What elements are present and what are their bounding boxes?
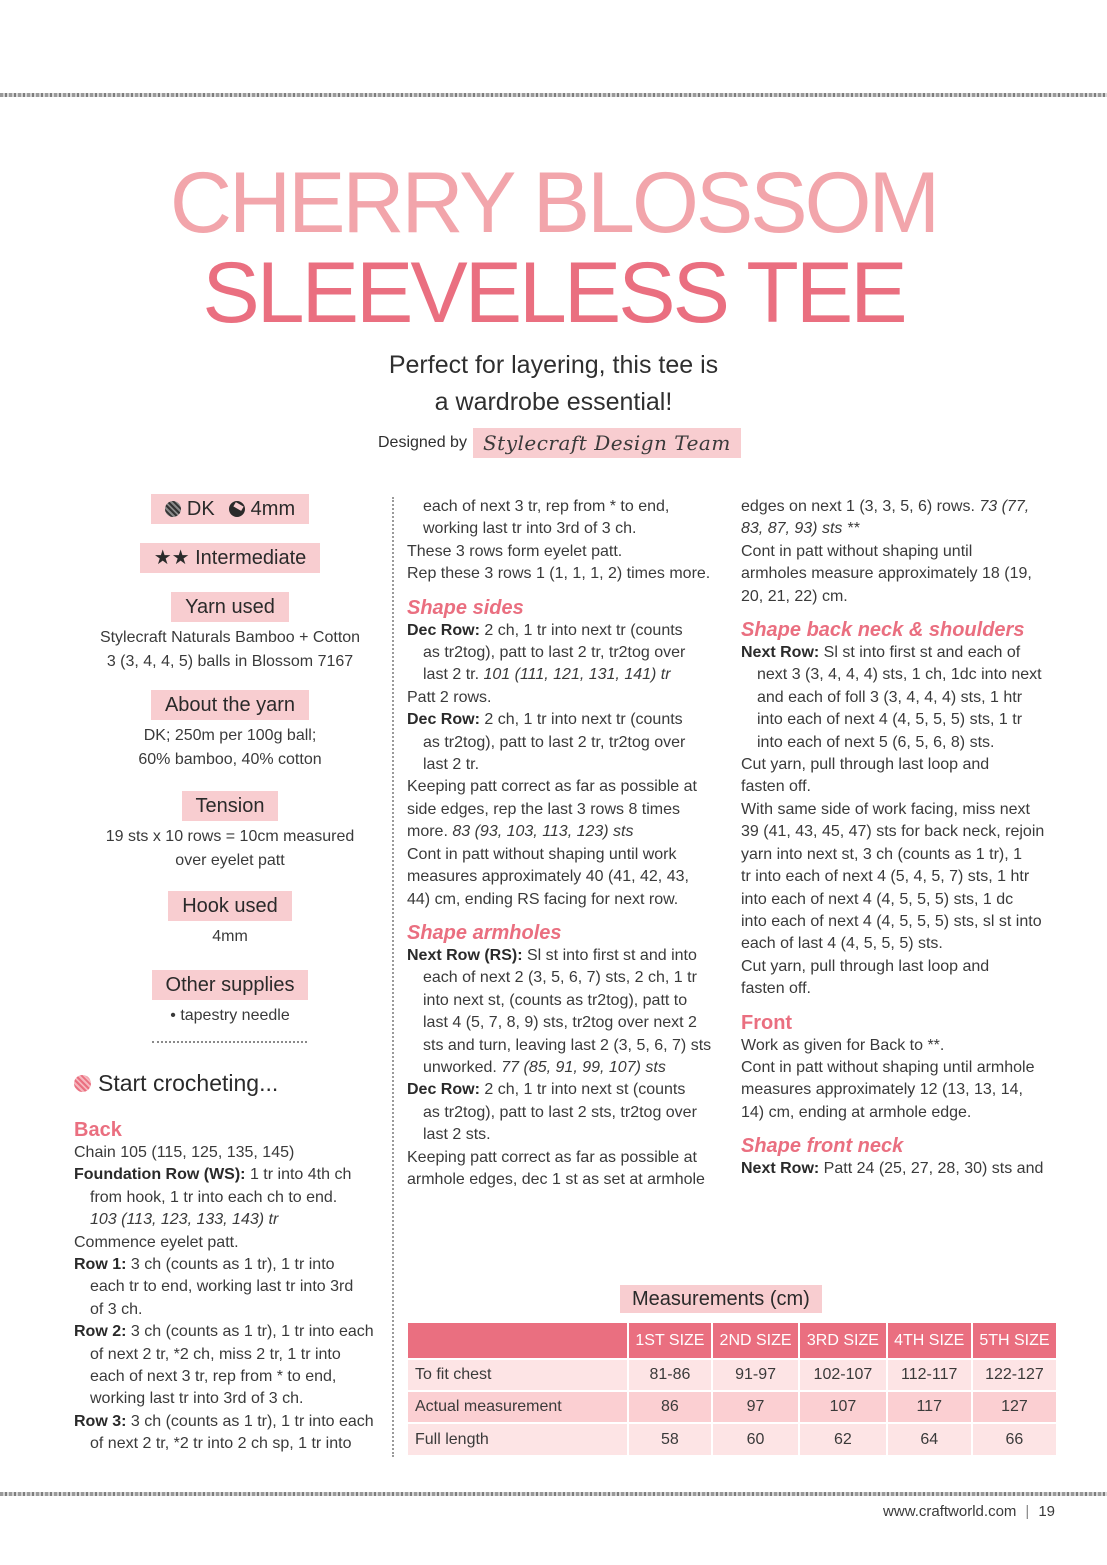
pattern-line: measures approximately 40 (41, 42, 43, — [407, 868, 689, 886]
pattern-line: side edges, rep the last 3 rows 8 times — [407, 800, 681, 818]
table-cell: 60 — [712, 1423, 799, 1455]
info-tension — [70, 791, 390, 873]
stitch-count: 83, 87, 93) sts ** — [741, 520, 860, 538]
pattern-text: last 2 tr. — [423, 666, 484, 684]
yarn-weight-icon — [165, 501, 181, 517]
pattern-line: 14) cm, ending at armhole edge. — [741, 1103, 972, 1121]
section-heading-shape-armholes: Shape armholes — [407, 921, 562, 944]
pattern-line: Commence eyelet patt. — [74, 1233, 239, 1251]
start-heading-text: Start crocheting... — [98, 1070, 279, 1096]
designer-credit — [378, 428, 741, 458]
info-line: Stylecraft Naturals Bamboo + Cotton — [99, 629, 361, 646]
table-header-row — [408, 1323, 1056, 1359]
pattern-line: Cut yarn, pull through last loop and — [741, 957, 990, 975]
pattern-line: Keeping patt correct as far as possible at — [407, 778, 697, 796]
info-other-supplies — [70, 970, 390, 1028]
stitch-count: 103 (113, 123, 133, 143) tr — [90, 1211, 279, 1229]
subtitle-line-1: Perfect for layering, this tee is — [388, 351, 719, 379]
designer-name: Stylecraft Design Team — [473, 428, 741, 458]
title-line-1: CHERRY BLOSSOM — [169, 155, 938, 251]
pattern-text: unworked. — [423, 1058, 502, 1076]
table-header: 3RD SIZE — [799, 1323, 886, 1359]
footer-website[interactable]: www.craftworld.com — [883, 1503, 1017, 1520]
pattern-line: from hook, 1 tr into each ch to end. — [90, 1188, 338, 1206]
info-label: Hook used — [168, 891, 292, 921]
pattern-line: fasten off. — [741, 980, 811, 998]
yarn-ball-icon — [74, 1075, 91, 1092]
row-label: To fit chest — [408, 1359, 628, 1391]
pattern-line: Cont in patt without shaping until — [741, 542, 973, 560]
section-heading-front-neck: Shape front neck — [741, 1135, 904, 1158]
page-footer — [883, 1503, 1055, 1520]
pattern-line: of next 2 tr, *2 tr into 2 ch sp, 1 tr into — [90, 1435, 352, 1453]
pattern-line: as tr2tog), patt to last 2 tr, tr2tog over — [423, 733, 686, 751]
table-cell: 97 — [712, 1391, 799, 1423]
table-header: 5TH SIZE — [972, 1323, 1056, 1359]
pattern-line: Rep these 3 rows 1 (1, 1, 1, 2) times more. — [407, 565, 711, 583]
pattern-text: Patt 24 (25, 27, 28, 30) sts and — [819, 1160, 1044, 1178]
pattern-line: as tr2tog), patt to last 2 tr, tr2tog over — [423, 644, 686, 662]
top-decorative-rule — [0, 93, 1107, 97]
table-cell: 102-107 — [799, 1359, 886, 1391]
pattern-line: each of next 3 tr, rep from * to end, — [90, 1368, 337, 1386]
table-cell: 127 — [972, 1391, 1056, 1423]
pattern-line: each of next 3 tr, rep from * to end, — [423, 498, 670, 515]
table-cell: 112-117 — [887, 1359, 972, 1391]
stitch-count: 101 (111, 121, 131, 141) tr — [483, 666, 671, 684]
row-label: Next Row: — [741, 1160, 820, 1178]
skill-level — [70, 543, 390, 573]
spec-weight-hook — [70, 494, 390, 524]
info-line: 4mm — [212, 928, 248, 945]
row-label: Full length — [408, 1423, 628, 1455]
pattern-text: 2 ch, 1 tr into next tr (counts — [479, 621, 683, 639]
table-header: 1ST SIZE — [628, 1323, 712, 1359]
pattern-line: measures approximately 12 (13, 13, 14, — [741, 1081, 1023, 1099]
table-header-blank — [408, 1323, 628, 1359]
pattern-text: more. — [407, 823, 453, 841]
stitch-count: 73 (77, — [979, 498, 1030, 515]
page-number: 19 — [1038, 1503, 1055, 1520]
pattern-column-1 — [74, 1118, 389, 1456]
title-line-2: SLEEVELESS TEE — [202, 245, 905, 341]
info-line: 19 sts x 10 rows = 10cm measured — [105, 828, 355, 845]
pattern-line: 20, 21, 22) cm. — [741, 587, 848, 605]
pattern-line: into each of next 4 (4, 5, 5, 5) sts, 1 tr — [757, 711, 1023, 729]
info-label: Other supplies — [152, 970, 309, 1000]
row-label: Dec Row: — [407, 1081, 480, 1099]
pattern-line: into each of next 5 (6, 5, 6, 8) sts. — [757, 733, 995, 751]
pattern-text: 2 ch, 1 tr into next st (counts — [479, 1081, 686, 1099]
pattern-line: next 3 (3, 4, 4, 4) sts, 1 ch, 1dc into next — [757, 666, 1042, 684]
pattern-line: 44) cm, ending RS facing for next row. — [407, 890, 679, 908]
pattern-text: edges on next 1 (3, 3, 5, 6) rows. — [741, 498, 980, 515]
table-row — [408, 1359, 1056, 1391]
start-crocheting-heading — [74, 1070, 278, 1097]
pattern-line: Cut yarn, pull through last loop and — [741, 756, 990, 774]
section-heading-front: Front — [741, 1011, 793, 1034]
pattern-line: into each of next 4 (4, 5, 5, 5) sts, 1 dc — [741, 890, 1014, 908]
section-heading-back-neck: Shape back neck & shoulders — [741, 619, 1025, 642]
info-about-yarn — [70, 690, 390, 772]
row-label: Dec Row: — [407, 711, 480, 729]
column-divider — [392, 497, 394, 1457]
pattern-text: 3 ch (counts as 1 tr), 1 tr into — [126, 1256, 335, 1274]
table-cell: 58 — [628, 1423, 712, 1455]
pattern-line: tr into each of next 4 (5, 4, 5, 7) sts, 1 htr — [741, 868, 1030, 886]
pattern-text: 3 ch (counts as 1 tr), 1 tr into each — [126, 1323, 374, 1341]
pattern-column-3 — [741, 496, 1061, 1181]
pattern-column-2 — [407, 496, 727, 1191]
measurements-table — [408, 1323, 1056, 1455]
table-cell: 81-86 — [628, 1359, 712, 1391]
bottom-decorative-rule — [0, 1492, 1107, 1496]
table-cell: 117 — [887, 1391, 972, 1423]
pattern-line: Chain 105 (115, 125, 135, 145) — [74, 1144, 295, 1161]
pattern-line: each of next 2 (3, 5, 6, 7) sts, 2 ch, 1 tr — [423, 969, 697, 987]
pattern-line: last 2 tr. — [423, 756, 480, 774]
table-cell: 122-127 — [972, 1359, 1056, 1391]
info-label: Tension — [182, 791, 279, 821]
row-label: Next Row (RS): — [407, 946, 523, 964]
pattern-line: Keeping patt correct as far as possible at — [407, 1148, 697, 1166]
section-heading-back: Back — [74, 1119, 122, 1141]
pattern-line: Cont in patt without shaping until armhole — [741, 1058, 1035, 1076]
hook-size-icon — [229, 501, 245, 517]
row-label: Dec Row: — [407, 621, 480, 639]
measurements-title: Measurements (cm) — [620, 1285, 822, 1313]
info-line: 60% bamboo, 40% cotton — [138, 751, 322, 768]
pattern-line: These 3 rows form eyelet patt. — [407, 542, 623, 560]
pattern-line: into next st, (counts as tr2tog), patt to — [423, 991, 688, 1009]
designer-label: Designed by — [378, 434, 467, 451]
pattern-line: into each of next 4 (4, 5, 5, 5) sts, sl st into — [741, 912, 1042, 930]
pattern-line: Cont in patt without shaping until work — [407, 845, 677, 863]
info-line: over eyelet patt — [175, 852, 285, 869]
row-label: Actual measurement — [408, 1391, 628, 1423]
pattern-line: of 3 ch. — [90, 1300, 143, 1318]
table-header: 4TH SIZE — [887, 1323, 972, 1359]
pattern-text: 1 tr into 4th ch — [245, 1166, 352, 1184]
skill-level-tag: ★★ Intermediate — [140, 543, 321, 573]
pattern-line: 39 (41, 43, 45, 47) sts for back neck, rejoin — [741, 823, 1045, 841]
info-hook-used — [70, 891, 390, 949]
info-line: • tapestry needle — [170, 1007, 290, 1024]
table-header: 2ND SIZE — [712, 1323, 799, 1359]
section-heading-shape-sides: Shape sides — [407, 596, 524, 619]
table-cell: 86 — [628, 1391, 712, 1423]
info-line: DK; 250m per 100g ball; — [143, 727, 317, 744]
row-label: Foundation Row (WS): — [74, 1166, 246, 1184]
pattern-line: yarn into next st, 3 ch (counts as 1 tr), 1 — [741, 845, 1023, 863]
pattern-line: working last tr into 3rd of 3 ch. — [423, 520, 637, 538]
subtitle-line-2: a wardrobe essential! — [434, 388, 673, 416]
pattern-line: working last tr into 3rd of 3 ch. — [90, 1390, 304, 1408]
pattern-line: of next 2 tr, *2 ch, miss 2 tr, 1 tr into — [90, 1345, 341, 1363]
pattern-line: last 2 sts. — [423, 1126, 491, 1144]
pattern-line: armhole edges, dec 1 st as set at armhole — [407, 1170, 705, 1188]
info-line: 3 (3, 4, 4, 5) balls in Blossom 7167 — [106, 653, 354, 670]
row-label: Row 1: — [74, 1256, 127, 1274]
pattern-line: last 4 (5, 7, 8, 9) sts, tr2tog over next 2 — [423, 1014, 697, 1032]
stitch-count: 83 (93, 103, 113, 123) sts — [452, 823, 634, 841]
stitch-count: 77 (85, 91, 99, 107) sts — [501, 1058, 666, 1076]
pattern-line: each of last 4 (4, 5, 5, 5) sts. — [741, 935, 943, 953]
pattern-text: 2 ch, 1 tr into next tr (counts — [479, 711, 683, 729]
table-cell: 62 — [799, 1423, 886, 1455]
info-yarn-used — [70, 592, 390, 674]
table-row — [408, 1391, 1056, 1423]
pattern-line: sts and turn, leaving last 2 (3, 5, 6, 7) sts — [423, 1036, 712, 1054]
pattern-line: Patt 2 rows. — [407, 688, 492, 706]
row-label: Row 2: — [74, 1323, 127, 1341]
pattern-line: each tr to end, working last tr into 3rd — [90, 1278, 354, 1296]
info-label: About the yarn — [151, 690, 309, 720]
info-label: Yarn used — [171, 592, 289, 622]
pattern-line: as tr2tog), patt to last 2 sts, tr2tog over — [423, 1103, 697, 1121]
row-label: Row 3: — [74, 1412, 127, 1430]
pattern-line: fasten off. — [741, 778, 811, 796]
row-label: Next Row: — [741, 644, 820, 662]
table-cell: 91-97 — [712, 1359, 799, 1391]
hook-size: 4mm — [250, 498, 296, 520]
yarn-weight: DK — [186, 498, 215, 520]
pattern-line: With same side of work facing, miss next — [741, 800, 1030, 818]
pattern-text: 3 ch (counts as 1 tr), 1 tr into each — [126, 1412, 374, 1430]
table-cell: 66 — [972, 1423, 1056, 1455]
pattern-line: armholes measure approximately 18 (19, — [741, 565, 1032, 583]
pattern-text: Sl st into first st and into — [522, 946, 697, 964]
table-cell: 64 — [887, 1423, 972, 1455]
pattern-line: and each of foll 3 (3, 4, 4, 4) sts, 1 htr — [757, 688, 1023, 706]
table-cell: 107 — [799, 1391, 886, 1423]
dotted-divider — [152, 1041, 307, 1043]
footer-separator: | — [1025, 1503, 1030, 1520]
pattern-line: Work as given for Back to **. — [741, 1036, 945, 1054]
table-row — [408, 1423, 1056, 1455]
pattern-text: Sl st into first st and each of — [819, 644, 1021, 662]
